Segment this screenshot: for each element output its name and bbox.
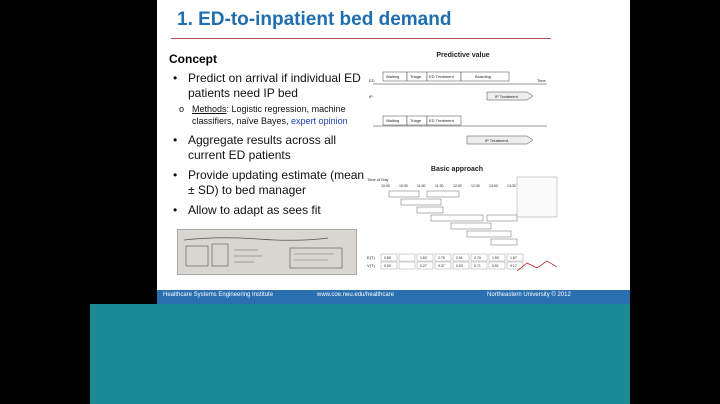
value-label: 0.71 [474,264,481,268]
time-tick-label: 13:30 [507,184,516,188]
methods-subbullet [179,103,369,127]
predictive-value-title: Predictive value [436,52,490,59]
value-label: 0.51 [492,264,499,268]
gantt-chart [367,175,559,277]
methods-text: : Logistic regression, machine classifiers, naïve Bayes, [192,104,346,126]
row-label: V(T) [367,263,375,268]
time-tick-label: 12:00 [453,184,462,188]
row-label: E(T) [367,255,375,260]
value-label: 0.89 [384,256,391,260]
bullet-item [169,133,359,163]
stage-label: Triage [410,74,422,79]
stage-label: IP Treatment [495,94,518,99]
bullet-icon: • [173,168,178,182]
methods-label: Methods [192,104,227,114]
value-label: 2.79 [474,256,481,260]
value-label: 0.27 [420,264,427,268]
bullet-icon: • [173,203,178,217]
stage-label: Waiting [386,118,400,123]
footer-copyright: Northeastern University © 2012 [487,292,571,298]
whiteboard-photo [177,229,357,275]
bullet-text: Provide updating estimate (mean ± SD) to bed manager [188,168,365,197]
basic-approach-title: Basic approach [430,166,484,173]
footer-institute: Healthcare Systems Engineering Institute [163,292,274,298]
methods-highlight: expert opinion [291,116,348,126]
time-tick-label: 13:00 [489,184,498,188]
stage-label: Triage [410,118,422,123]
slide-footer [157,290,630,304]
bullet-icon: • [173,71,178,85]
stage-label: ED Treatment [429,74,454,79]
ip-axis-label: IP [369,94,373,99]
value-label: 1.87 [510,256,517,260]
stage-label: ED Treatment [429,118,454,123]
value-cell [399,262,415,269]
value-cell [399,254,415,261]
bullet-item [169,203,359,218]
time-axis-label: Time [537,78,546,83]
bullet-text: Predict on arrival if individual ED patients need IP bed [188,71,361,100]
timeline-diagram [367,60,559,150]
stage-label: IP Treatment [485,138,508,143]
bullet-text: Allow to adapt as sees fit [188,203,321,217]
ed-axis-label: ED [369,78,375,83]
bullet-item [169,71,359,101]
circle-bullet-icon: o [179,104,185,114]
stage-label: Waiting [386,74,400,79]
value-label: 1.63 [420,256,427,260]
slide-title: 1. ED-to-inpatient bed demand [177,9,452,30]
concept-heading: Concept [169,52,217,66]
bullet-text: Aggregate results across all current ED patients [188,133,337,162]
value-label: 2.75 [438,256,445,260]
time-tick-label: 11:30 [435,184,444,188]
basic-approach-chart [367,175,559,277]
video-overlay-banner [90,304,630,404]
footer-url: www.coe.neu.edu/healthcare [317,292,395,298]
whiteboard-sketch [178,230,356,274]
bullet-icon: • [173,133,178,147]
predictive-diagram [367,60,559,165]
stage-label: Boarding [475,74,492,79]
presentation-slide [157,0,630,304]
time-tick-label: 11:00 [417,184,426,188]
bullet-item [169,168,365,198]
value-label: 0.17 [510,264,517,268]
value-label: 0.53 [456,264,463,268]
time-tick-label: 10:00 [381,184,390,188]
value-label: 0.37 [438,264,445,268]
value-label: 2.91 [456,256,463,260]
title-divider [171,38,551,39]
time-header: Time of Day [367,177,389,182]
value-label: 0.09 [384,264,391,268]
time-tick-label: 10:30 [399,184,408,188]
value-label: 1.93 [492,256,499,260]
time-tick-label: 12:30 [471,184,480,188]
